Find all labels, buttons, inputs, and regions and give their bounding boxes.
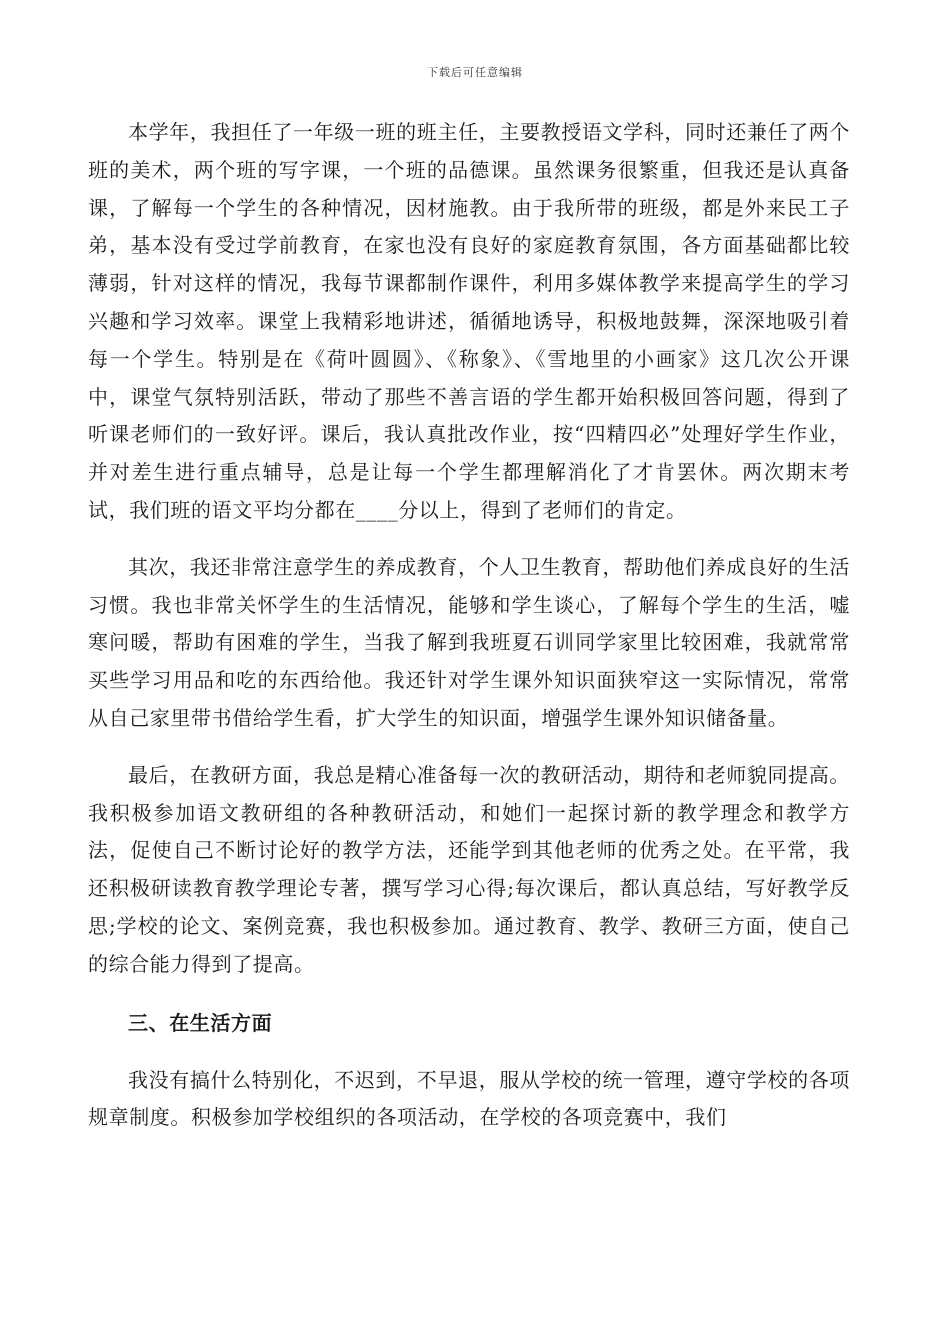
paragraph-teaching: 本学年，我担任了一年级一班的班主任，主要教授语文学科，同时还兼任了两个班的美术，两个班的写字课，一个班的品德课。虽然课务很繁重，但我还是认真备课，了解每一个学生的各种情况，因材施教。由于我所带的班级，都是外来民工子弟，基本没有受过学前教育，在家也没有良好的家庭教育氛围，各方面基础都比较薄弱，针对这样的情况，我每节课都制作课件，利用多媒体教学来提高学生的学习兴趣和学习效率。课堂上我精彩地讲述，循循地诱导，积极地鼓舞，深深地吸引着每一个学生。特别是在《荷叶圆圆》、《称象》、《雪地里的小画家》这几次公开课中，课堂气氛特别活跃，带动了那些不善言语的学生都开始积极回答问题，得到了听课老师们的一致好评。课后，我认真批改作业，按“四精四必”处理好学生作业，并对差生进行重点辅导，总是让每一个学生都理解消化了才肯罢休。两次期末考试，我们班的语文平均分都在____分以上，得到了老师们的肯定。 [88, 120, 850, 522]
paragraph-student-care: 其次，我还非常注意学生的养成教育，个人卫生教育，帮助他们养成良好的生活习惯。我也非常关怀学生的生活情况，能够和学生谈心，了解每个学生的生活，嘘寒问暖，帮助有困难的学生，当我了解到我班夏石训同学家里比较困难，我就常常买些学习用品和吃的东西给他。我还针对学生课外知识面狭窄这一实际情况，常常从自己家里带书借给学生看，扩大学生的知识面，增强学生课外知识储备量。 [88, 554, 850, 730]
paragraph-research: 最后，在教研方面，我总是精心准备每一次的教研活动，期待和老师貌同提高。我积极参加语文教研组的各种教研活动，和她们一起探讨新的教学理念和教学方法，促使自己不断讨论好的教学方法，还能学到其他老师的优秀之处。在平常，我还积极研读教育教学理论专著，撰写学习心得;每次课后，都认真总结，写好教学反思;学校的论文、案例竞赛，我也积极参加。通过教育、教学、教研三方面，使自己的综合能力得到了提高。 [88, 762, 850, 976]
paragraph-life: 我没有搞什么特别化，不迟到，不早退，服从学校的统一管理，遵守学校的各项规章制度。积极参加学校组织的各项活动，在学校的各项竞赛中，我们 [88, 1067, 850, 1130]
download-note: 下载后可任意编辑 [427, 66, 523, 79]
document-body [88, 114, 850, 1137]
section-heading-life: 三、在生活方面 [128, 1010, 273, 1035]
